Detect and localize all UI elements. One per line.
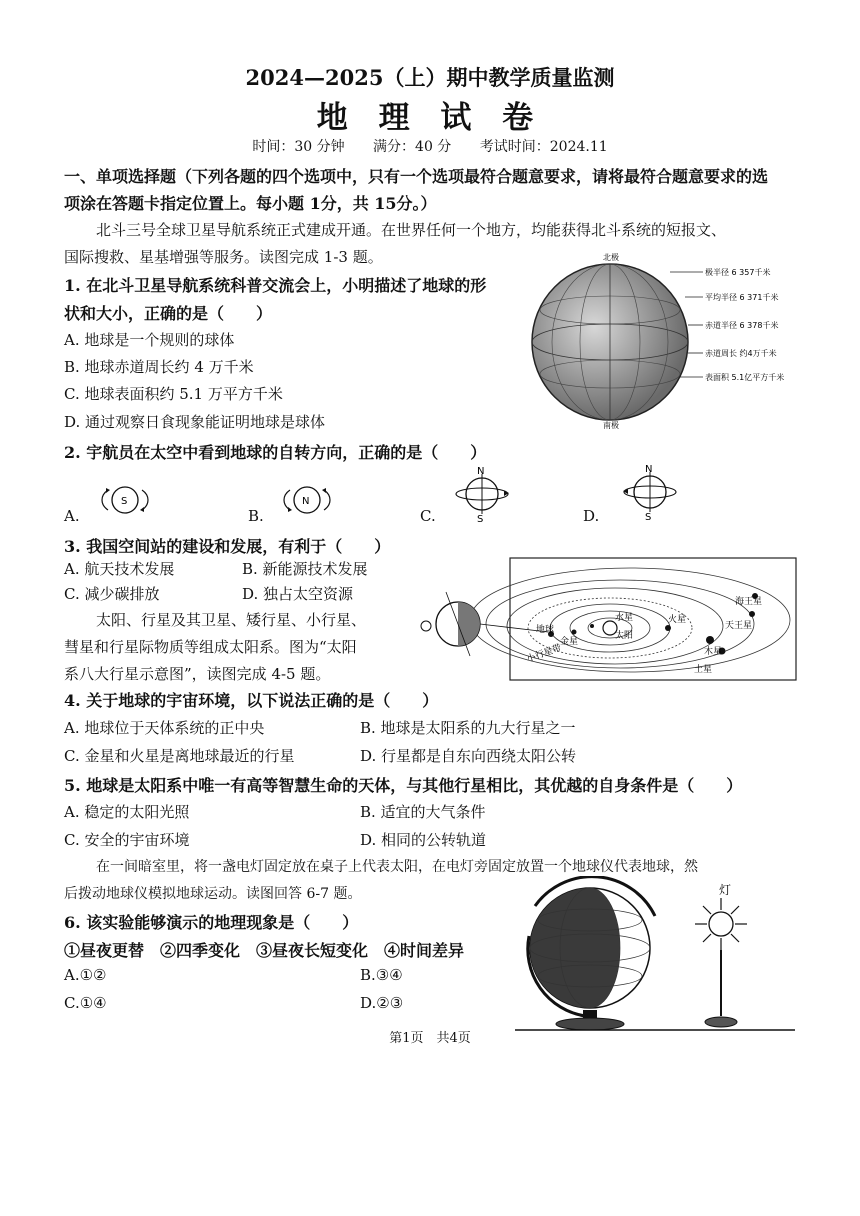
asteroid-belt-label: 小行星带 (525, 643, 563, 665)
q3-option-b: B. 新能源技术发展 (242, 560, 368, 578)
globe-polar-radius-label: 极半径 6 357千米 (705, 268, 771, 277)
intro2-line1: 太阳、行星及其卫星、矮行星、小行星、 (96, 611, 367, 629)
q6-option-d: D.②③ (360, 994, 404, 1012)
q2-stem: 2. 宇航员在太空中看到地球的自转方向，正确的是（ ） (64, 443, 487, 462)
intro3-line1: 在一间暗室里，将一盏电灯固定放在桌子上代表太阳，在电灯旁固定放置一个地球仪代表地球，然 (96, 859, 698, 875)
solar-system-figure (410, 556, 800, 686)
q5-option-d: D. 相同的公转轨道 (360, 831, 487, 849)
q2-b-north-label: N (302, 496, 310, 507)
q2-option-a-diagram (98, 480, 152, 520)
section-heading-line2: 项涂在答题卡指定位置上。每小题 1分，共 15分。） (64, 194, 437, 213)
uranus-label: 天王星 (725, 621, 753, 631)
exam-full-score: 满分：40 分 (373, 139, 452, 155)
q5-option-c: C. 安全的宇宙环境 (64, 831, 190, 849)
exam-title: 2024—2025（上）期中教学质量监测 (245, 65, 615, 90)
neptune-label: 海王星 (735, 597, 763, 607)
q2-option-d-label: D. (583, 507, 600, 525)
sun-label: 太阳 (615, 631, 634, 641)
globe-south-label: 南极 (603, 421, 619, 430)
earth-globe-figure (525, 250, 805, 430)
q2-d-north-label: N (645, 464, 653, 475)
globe-lamp-figure (515, 876, 805, 1036)
q2-d-south-label: S (645, 512, 652, 520)
q1-option-d: D. 通过观察日食现象能证明地球是球体 (64, 413, 326, 431)
globe-north-label: 北极 (603, 253, 619, 262)
intro2-line2: 彗星和行星际物质等组成太阳系。图为“太阳 (64, 638, 357, 656)
exam-date: 考试时间：2024.11 (479, 139, 608, 155)
page-footer: 第1页 共4页 (389, 1031, 471, 1046)
earth-label: 地球 (536, 625, 555, 635)
mercury-label: 水星 (615, 613, 634, 623)
q4-option-a: A. 地球位于天体系统的正中央 (64, 719, 265, 737)
q3-option-c: C. 减少碳排放 (64, 585, 160, 603)
q2-option-a-label: A. (64, 507, 80, 525)
q3-option-a: A. 航天技术发展 (64, 560, 175, 578)
q1-option-a: A. 地球是一个规则的球体 (64, 331, 235, 349)
q1-option-c: C. 地球表面积约 5.1 万平方千米 (64, 385, 283, 403)
q6-items: ①昼夜更替 ②四季变化 ③昼夜长短变化 ④时间差异 (64, 941, 465, 960)
q2-option-c-diagram (452, 466, 512, 522)
q1-stem-line1: 1. 在北斗卫星导航系统科普交流会上，小明描述了地球的形 (64, 276, 487, 295)
q5-option-a: A. 稳定的太阳光照 (64, 803, 190, 821)
intro1-line2: 国际搜救、星基增强等服务。读图完成 1-3 题。 (64, 248, 383, 266)
q2-a-south-label: S (121, 496, 128, 507)
q2-option-d-diagram (620, 462, 680, 520)
q2-c-south-label: S (477, 514, 484, 522)
q6-option-b: B.③④ (360, 966, 403, 984)
intro3-line2: 后拨动地球仪模拟地球运动。读图回答 6-7 题。 (64, 886, 362, 902)
mars-label: 火星 (668, 615, 687, 625)
q6-option-c: C.①④ (64, 994, 107, 1012)
q1-option-b: B. 地球赤道周长约 4 万千米 (64, 358, 254, 376)
q3-stem: 3. 我国空间站的建设和发展，有利于（ ） (64, 537, 391, 556)
q2-option-b-label: B. (248, 507, 264, 525)
globe-surface-area-label: 表面积 5.1亿平方千米 (705, 373, 785, 382)
exam-duration: 时间：30 分钟 (252, 139, 345, 155)
globe-equatorial-radius-label: 赤道半径 6 378千米 (705, 321, 779, 330)
q5-stem: 5. 地球是太阳系中唯一有高等智慧生命的天体，与其他行星相比，其优越的自身条件是（ ） (64, 776, 743, 795)
q4-option-c: C. 金星和火星是离地球最近的行星 (64, 747, 295, 765)
globe-circumference-label: 赤道周长 约4万千米 (705, 349, 777, 358)
subject-title: 地 理 试 卷 (316, 100, 544, 136)
q4-stem: 4. 关于地球的宇宙环境，以下说法正确的是（ ） (64, 691, 439, 710)
q2-option-b-diagram (280, 480, 334, 520)
exam-meta (0, 136, 860, 156)
venus-label: 金星 (560, 637, 579, 647)
q6-option-a: A.①② (64, 966, 107, 984)
jupiter-label: 木星 (704, 647, 723, 657)
intro2-line3: 系八大行星示意图”，读图完成 4-5 题。 (64, 665, 331, 683)
saturn-label: 土星 (694, 665, 713, 675)
q4-option-d: D. 行星都是自东向西绕太阳公转 (360, 747, 577, 765)
q4-option-b: B. 地球是太阳系的九大行星之一 (360, 719, 576, 737)
lamp-icon (695, 898, 747, 1027)
section-heading-line1: 一、单项选择题（下列各题的四个选项中，只有一个选项最符合题意要求，请将最符合题意要求的选 (64, 167, 769, 186)
q6-stem: 6. 该实验能够演示的地理现象是（ ） (64, 913, 359, 932)
intro1-line1: 北斗三号全球卫星导航系统正式建成开通。在世界任何一个地方，均能获得北斗系统的短报文、 (96, 221, 727, 239)
q3-option-d: D. 独占太空资源 (242, 585, 354, 603)
q2-c-north-label: N (477, 466, 485, 477)
q5-option-b: B. 适宜的大气条件 (360, 803, 486, 821)
lamp-label: 灯 (719, 883, 732, 897)
globe-mean-radius-label: 平均半径 6 371千米 (705, 293, 779, 302)
q2-option-c-label: C. (420, 507, 436, 525)
q1-stem-line2: 状和大小，正确的是（ ） (64, 304, 273, 323)
